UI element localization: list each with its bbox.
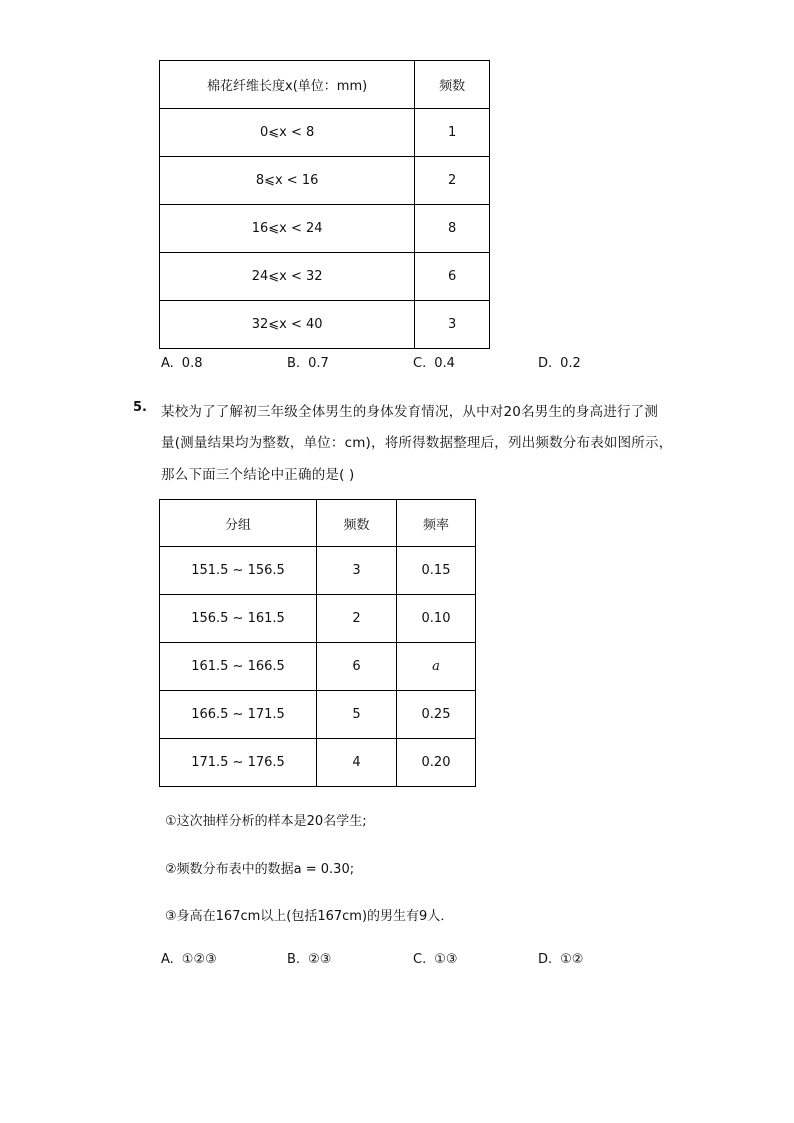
option-label: D. [538, 952, 553, 967]
table-cell: 3 [415, 301, 490, 349]
statement-1: ①这次抽样分析的样本是20名学生; [165, 814, 367, 829]
table-cell: 3 [317, 547, 397, 595]
table-cell: 0.15 [397, 547, 476, 595]
table-row [160, 301, 490, 349]
table-cell: 16⩽x < 24 [160, 205, 415, 253]
table-row [160, 643, 476, 691]
table-header-cell: 分组 [160, 500, 317, 547]
question-number: 5. [133, 400, 147, 415]
option-text: ①② [560, 952, 584, 967]
table-header-cell: 棉花纤维长度x(单位：mm) [160, 61, 415, 109]
option-label: A. [161, 356, 174, 371]
table-header-cell: 频数 [415, 61, 490, 109]
table-cell: a [397, 643, 476, 691]
table-cell: 4 [317, 739, 397, 787]
table-cell: 8 [415, 205, 490, 253]
table-cell: 5 [317, 691, 397, 739]
option-text: ①③ [434, 952, 458, 967]
option-a[interactable] [161, 952, 217, 967]
table-cell: 6 [415, 253, 490, 301]
option-b[interactable] [287, 356, 329, 371]
option-label: C. [413, 952, 427, 967]
q4-options [161, 356, 641, 376]
option-text: ①②③ [181, 952, 217, 967]
table-row [160, 109, 490, 157]
option-label: D. [538, 356, 553, 371]
table-header-row [160, 61, 490, 109]
table-row [160, 595, 476, 643]
question-line-2: 量(测量结果均为整数，单位：cm)，将所得数据整理后，列出频数分布表如图所示， [161, 435, 673, 451]
option-label: B. [287, 356, 301, 371]
statement-2: ②频数分布表中的数据a = 0.30; [165, 862, 355, 877]
table-cell: 6 [317, 643, 397, 691]
statement-3: ③身高在167cm以上(包括167cm)的男生有9人． [165, 909, 454, 924]
table-header-row [160, 500, 476, 547]
option-c[interactable] [413, 952, 458, 967]
fiber-length-table [159, 60, 490, 349]
table-cell: 2 [415, 157, 490, 205]
table-row [160, 547, 476, 595]
option-label: C. [413, 356, 427, 371]
height-frequency-table [159, 499, 476, 787]
option-text: 0.2 [560, 356, 581, 371]
option-text: 0.7 [308, 356, 329, 371]
table-cell: 32⩽x < 40 [160, 301, 415, 349]
table-cell: 151.5 ~ 156.5 [160, 547, 317, 595]
table-cell: 0.25 [397, 691, 476, 739]
option-label: B. [287, 952, 301, 967]
table-cell: 24⩽x < 32 [160, 253, 415, 301]
table-cell: 171.5 ~ 176.5 [160, 739, 317, 787]
table-header-cell: 频数 [317, 500, 397, 547]
q5-options [161, 952, 641, 972]
option-label: A. [161, 952, 174, 967]
table-header-cell: 频率 [397, 500, 476, 547]
option-d[interactable] [538, 356, 581, 371]
table-cell: 1 [415, 109, 490, 157]
option-text: 0.8 [181, 356, 203, 371]
option-d[interactable] [538, 952, 583, 967]
table-cell: 166.5 ~ 171.5 [160, 691, 317, 739]
option-c[interactable] [413, 356, 455, 371]
table-cell: 2 [317, 595, 397, 643]
table-row [160, 157, 490, 205]
table-cell: 8⩽x < 16 [160, 157, 415, 205]
question-line-3: 那么下面三个结论中正确的是( ) [161, 467, 355, 483]
table-row [160, 691, 476, 739]
option-text: 0.4 [434, 356, 455, 371]
table-cell: 0.20 [397, 739, 476, 787]
table-cell: 161.5 ~ 166.5 [160, 643, 317, 691]
option-b[interactable] [287, 952, 331, 967]
table-cell: 156.5 ~ 161.5 [160, 595, 317, 643]
option-a[interactable] [161, 356, 202, 371]
table-row [160, 739, 476, 787]
table-row [160, 253, 490, 301]
table-row [160, 205, 490, 253]
table-cell: 0⩽x < 8 [160, 109, 415, 157]
table-cell: 0.10 [397, 595, 476, 643]
question-line-1: 某校为了了解初三年级全体男生的身体发育情况，从中对20名男生的身高进行了测 [161, 404, 659, 420]
option-text: ②③ [308, 952, 332, 967]
